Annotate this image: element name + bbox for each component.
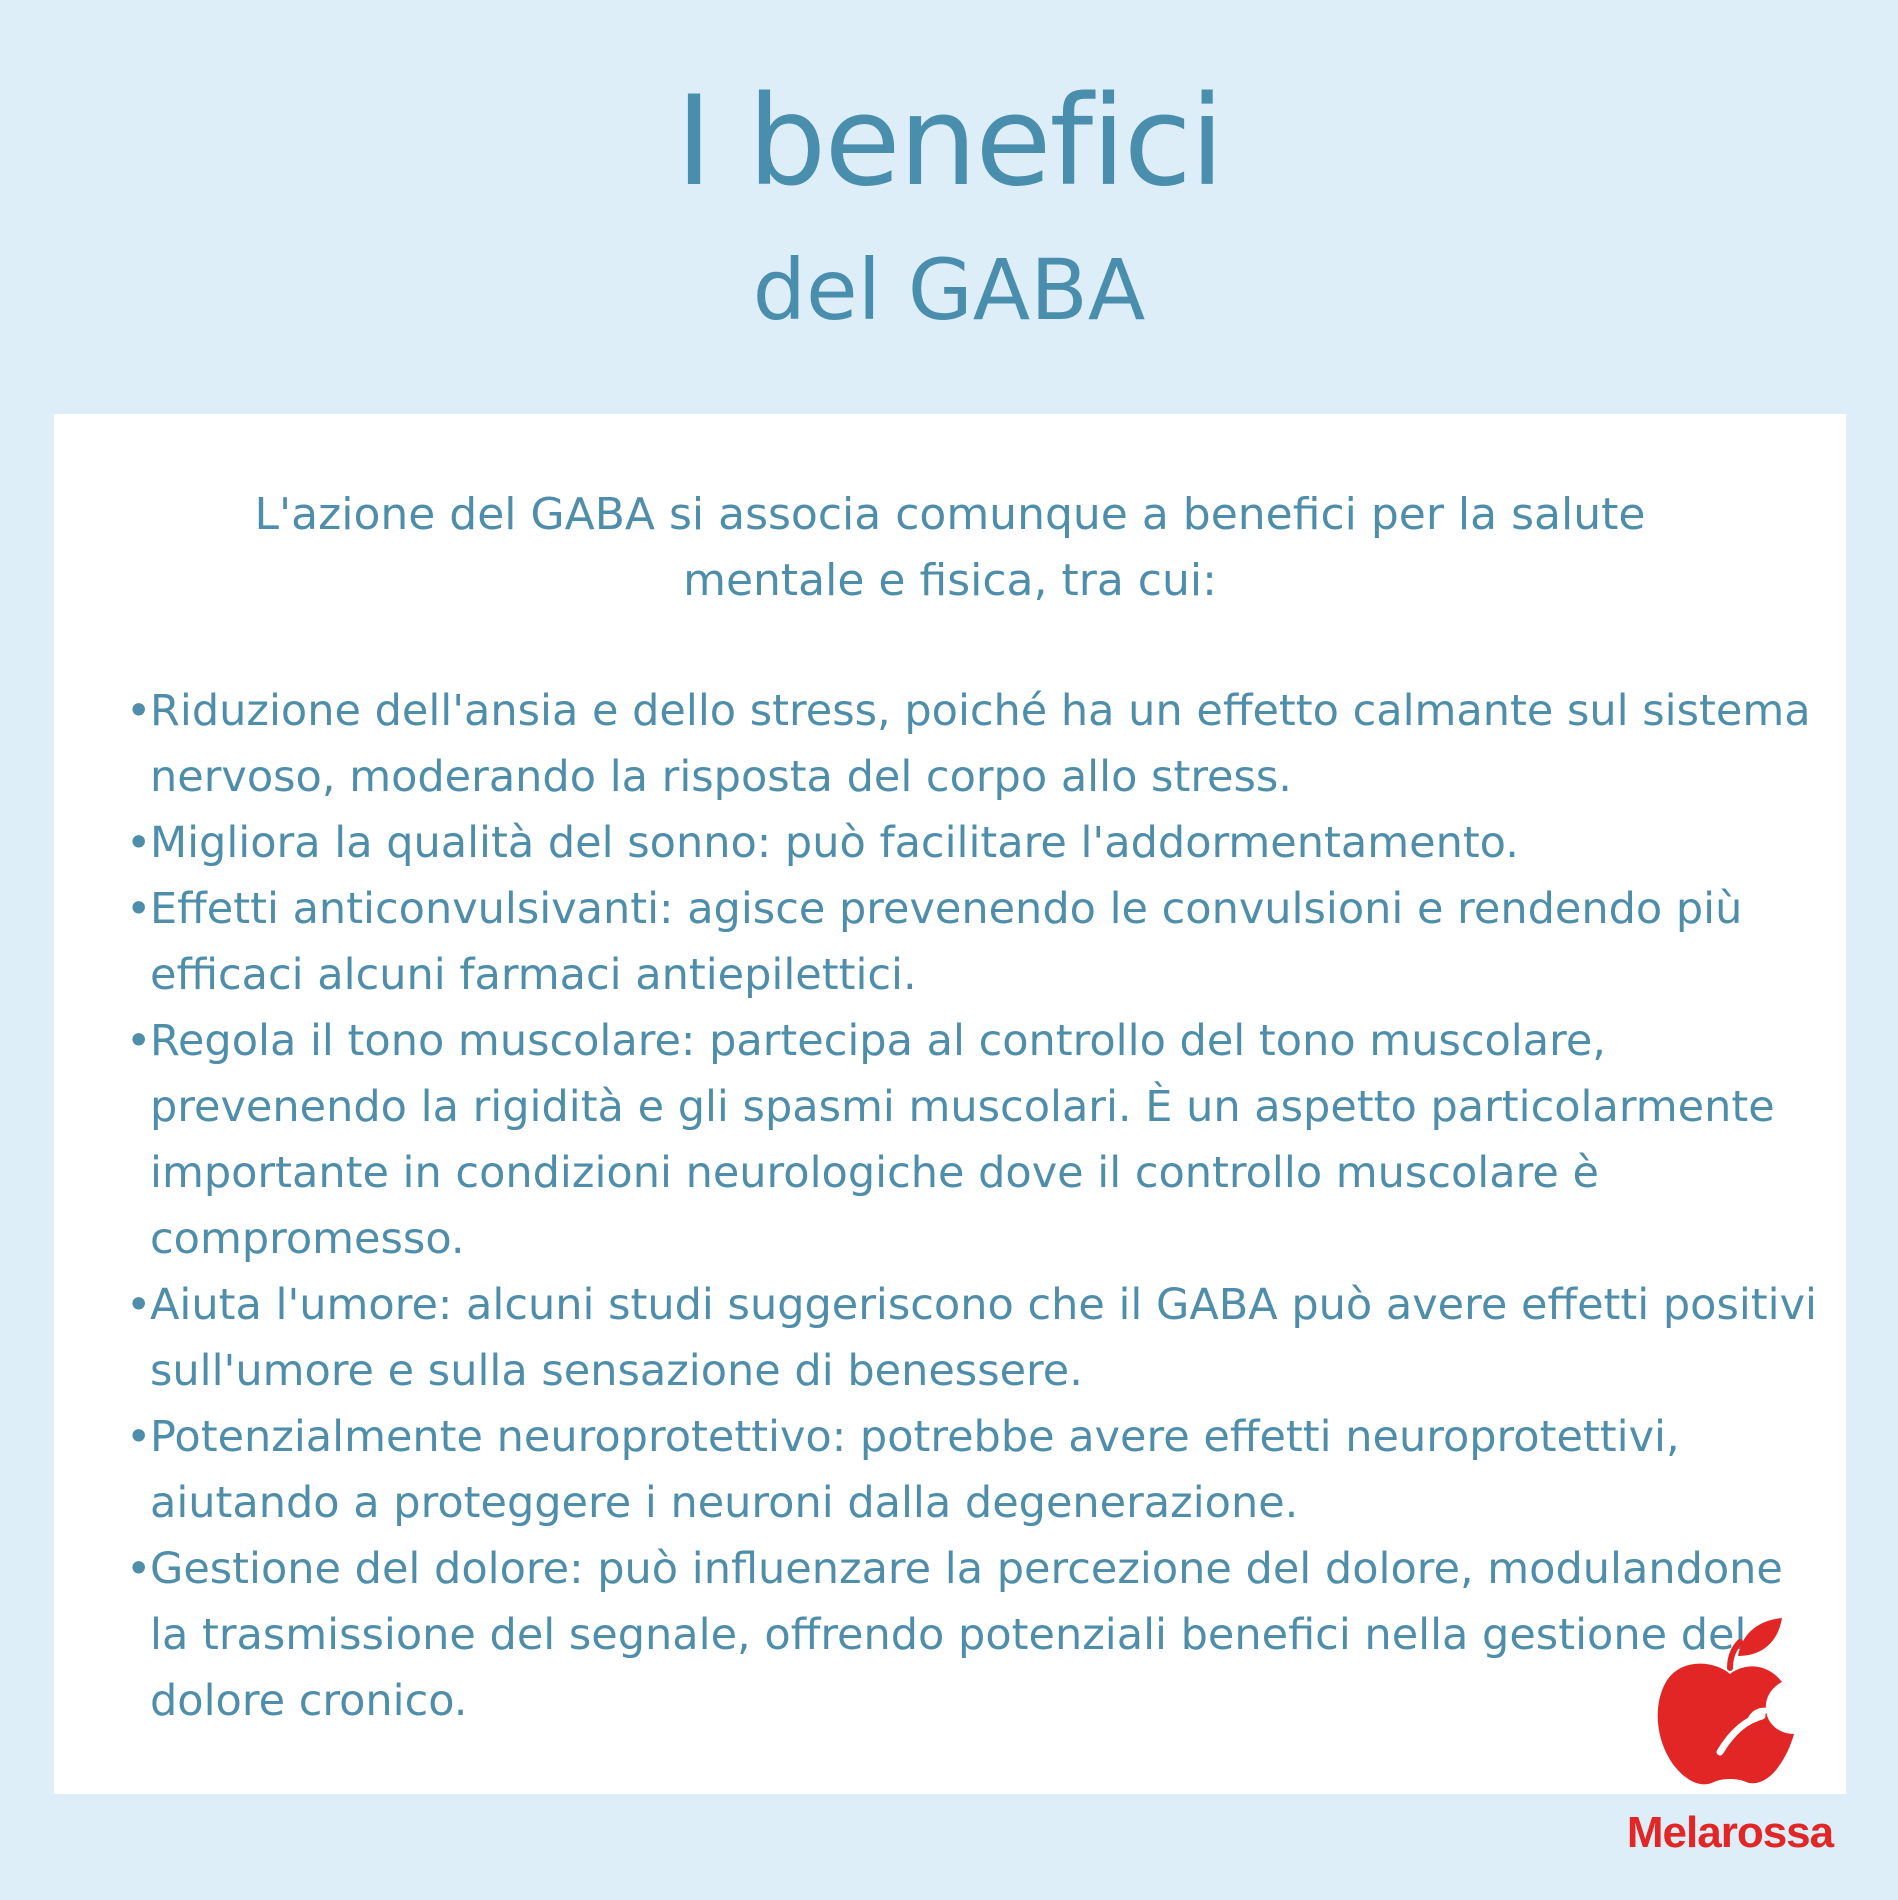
benefits-list	[126, 678, 1826, 1734]
list-item	[126, 810, 1826, 876]
list-item-text: Regola il tono muscolare: partecipa al controllo del tono muscolare, prevenendo la rigidità e gli spasmi muscolari. È un aspetto particolarmente importante in condizioni neurologiche dove il controllo muscolare è compromesso.	[150, 1016, 1775, 1264]
bullet-icon: •	[126, 1280, 152, 1330]
brand-logo	[1620, 1612, 1840, 1872]
content-card	[54, 414, 1846, 1794]
list-item-text: Migliora la qualità del sonno: può facilitare l'addormentamento.	[150, 818, 1519, 868]
list-item	[126, 678, 1826, 810]
brand-name: Melarossa	[1626, 1808, 1834, 1857]
list-item	[126, 1008, 1826, 1272]
bullet-icon: •	[126, 1016, 152, 1066]
list-item-text: Effetti anticonvulsivanti: agisce prevenendo le convulsioni e rendendo più efficaci alcuni farmaci antiepilettici.	[150, 884, 1743, 1000]
bullet-icon: •	[126, 818, 152, 868]
bullet-icon: •	[126, 1544, 152, 1594]
apple-icon	[1650, 1612, 1810, 1792]
list-item	[126, 1272, 1826, 1404]
intro-text: L'azione del GABA si associa comunque a benefici per la salute mentale e fisica, tra cui:	[254, 489, 1646, 606]
page-title: I benefici	[675, 70, 1223, 214]
list-item	[126, 1536, 1826, 1734]
list-item-text: Potenzialmente neuroprotettivo: potrebbe avere effetti neuroprotettivi, aiutando a proteggere i neuroni dalla degenerazione.	[150, 1412, 1680, 1528]
page-subtitle: del GABA	[752, 241, 1146, 339]
list-item	[126, 1404, 1826, 1536]
bullet-icon: •	[126, 686, 152, 736]
list-item	[126, 876, 1826, 1008]
list-item-text: Riduzione dell'ansia e dello stress, poiché ha un effetto calmante sul sistema nervoso, moderando la risposta del corpo allo stress.	[150, 686, 1811, 802]
bullet-icon: •	[126, 884, 152, 934]
list-item-text: Aiuta l'umore: alcuni studi suggeriscono che il GABA può avere effetti positivi sull'umore e sulla sensazione di benessere.	[150, 1280, 1818, 1396]
list-item-text: Gestione del dolore: può influenzare la percezione del dolore, modulandone la trasmissione del segnale, offrendo potenziali benefici nella gestione del dolore cronico.	[150, 1544, 1783, 1726]
bullet-icon: •	[126, 1412, 152, 1462]
